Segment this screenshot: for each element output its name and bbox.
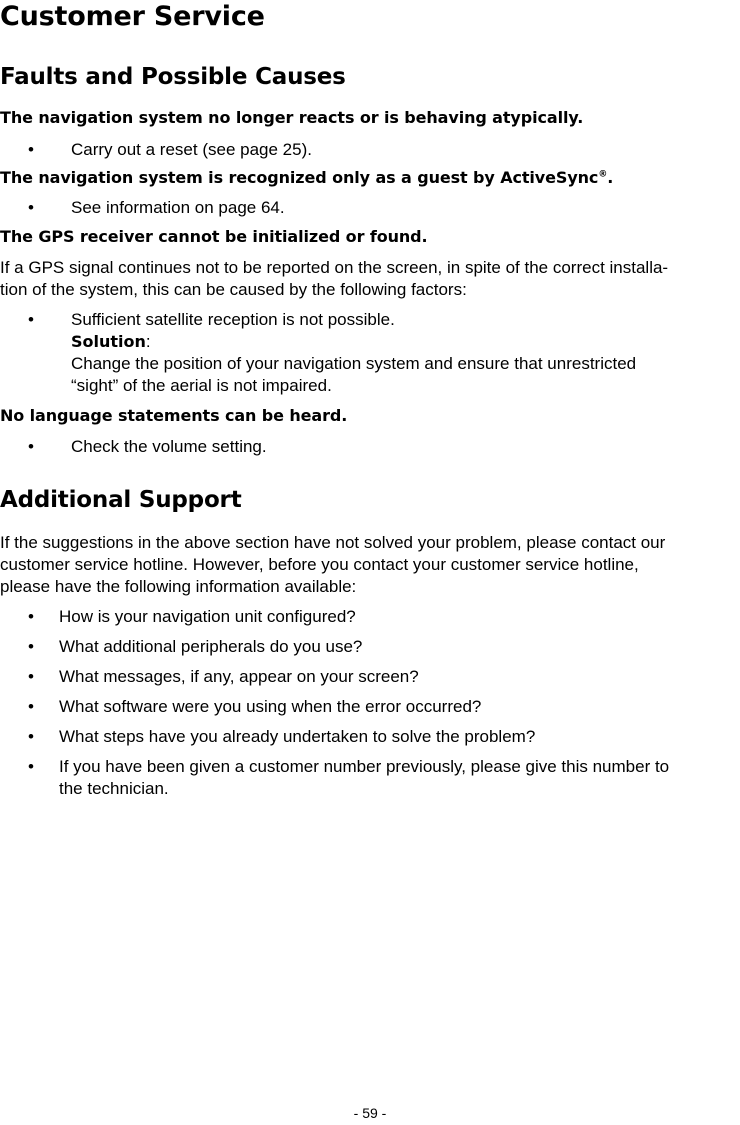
support-paragraph-line-1: If the suggestions in the above section have not solved your problem, please contact our [0, 533, 666, 552]
fault-heading-text: The navigation system is recognized only as a guest by ActiveSync [0, 168, 599, 187]
page-number: - 59 - [353, 1105, 387, 1121]
list-item-text: What software were you using when the error occurred? [59, 697, 482, 716]
fault-heading-gps-receiver: The GPS receiver cannot be initialized or found. [0, 227, 428, 246]
section-heading-faults: Faults and Possible Causes [0, 64, 346, 90]
support-paragraph-line-2: customer service hotline. However, before you contact your customer service hotline, [0, 555, 639, 574]
support-paragraph-line-3: please have the following information available: [0, 577, 357, 596]
gps-paragraph-line-1: If a GPS signal continues not to be reported on the screen, in spite of the correct installa- [0, 258, 669, 277]
fault-heading-activesync-guest [0, 167, 613, 189]
registered-mark: ® [598, 169, 608, 180]
bullet-icon: • [28, 198, 34, 217]
section-heading-support: Additional Support [0, 487, 242, 513]
list-item-text: Check the volume setting. [71, 437, 267, 456]
solution-label: Solution [71, 332, 146, 351]
list-item-text: the technician. [59, 779, 169, 798]
bullet-icon: • [28, 757, 34, 776]
solution-text-line-2: “sight” of the aerial is not impaired. [71, 376, 332, 395]
list-item-text: What additional peripherals do you use? [59, 637, 363, 656]
list-item-text: What steps have you already undertaken to solve the problem? [59, 727, 536, 746]
solution-label-line [71, 331, 151, 353]
bullet-icon: • [28, 697, 34, 716]
list-item-text: How is your navigation unit configured? [59, 607, 356, 626]
list-item-text: Carry out a reset (see page 25). [71, 140, 312, 159]
solution-text-line-1: Change the position of your navigation system and ensure that unrestricted [71, 354, 637, 373]
bullet-icon: • [28, 437, 34, 456]
page-title: Customer Service [0, 1, 265, 32]
bullet-icon: • [28, 310, 34, 329]
list-item-text: See information on page 64. [71, 198, 285, 217]
bullet-icon: • [28, 607, 34, 626]
list-item-text: Sufficient satellite reception is not possible. [71, 310, 395, 329]
gps-paragraph-line-2: tion of the system, this can be caused by the following factors: [0, 280, 467, 299]
fault-heading-not-reacting: The navigation system no longer reacts or is behaving atypically. [0, 108, 584, 127]
bullet-icon: • [28, 140, 34, 159]
fault-heading-period: . [607, 168, 614, 187]
bullet-icon: • [28, 727, 34, 746]
fault-heading-no-language: No language statements can be heard. [0, 406, 348, 425]
bullet-icon: • [28, 667, 34, 686]
list-item-text: If you have been given a customer number previously, please give this number to [59, 757, 670, 776]
bullet-icon: • [28, 637, 34, 656]
solution-colon: : [145, 332, 151, 351]
list-item-text: What messages, if any, appear on your screen? [59, 667, 419, 686]
